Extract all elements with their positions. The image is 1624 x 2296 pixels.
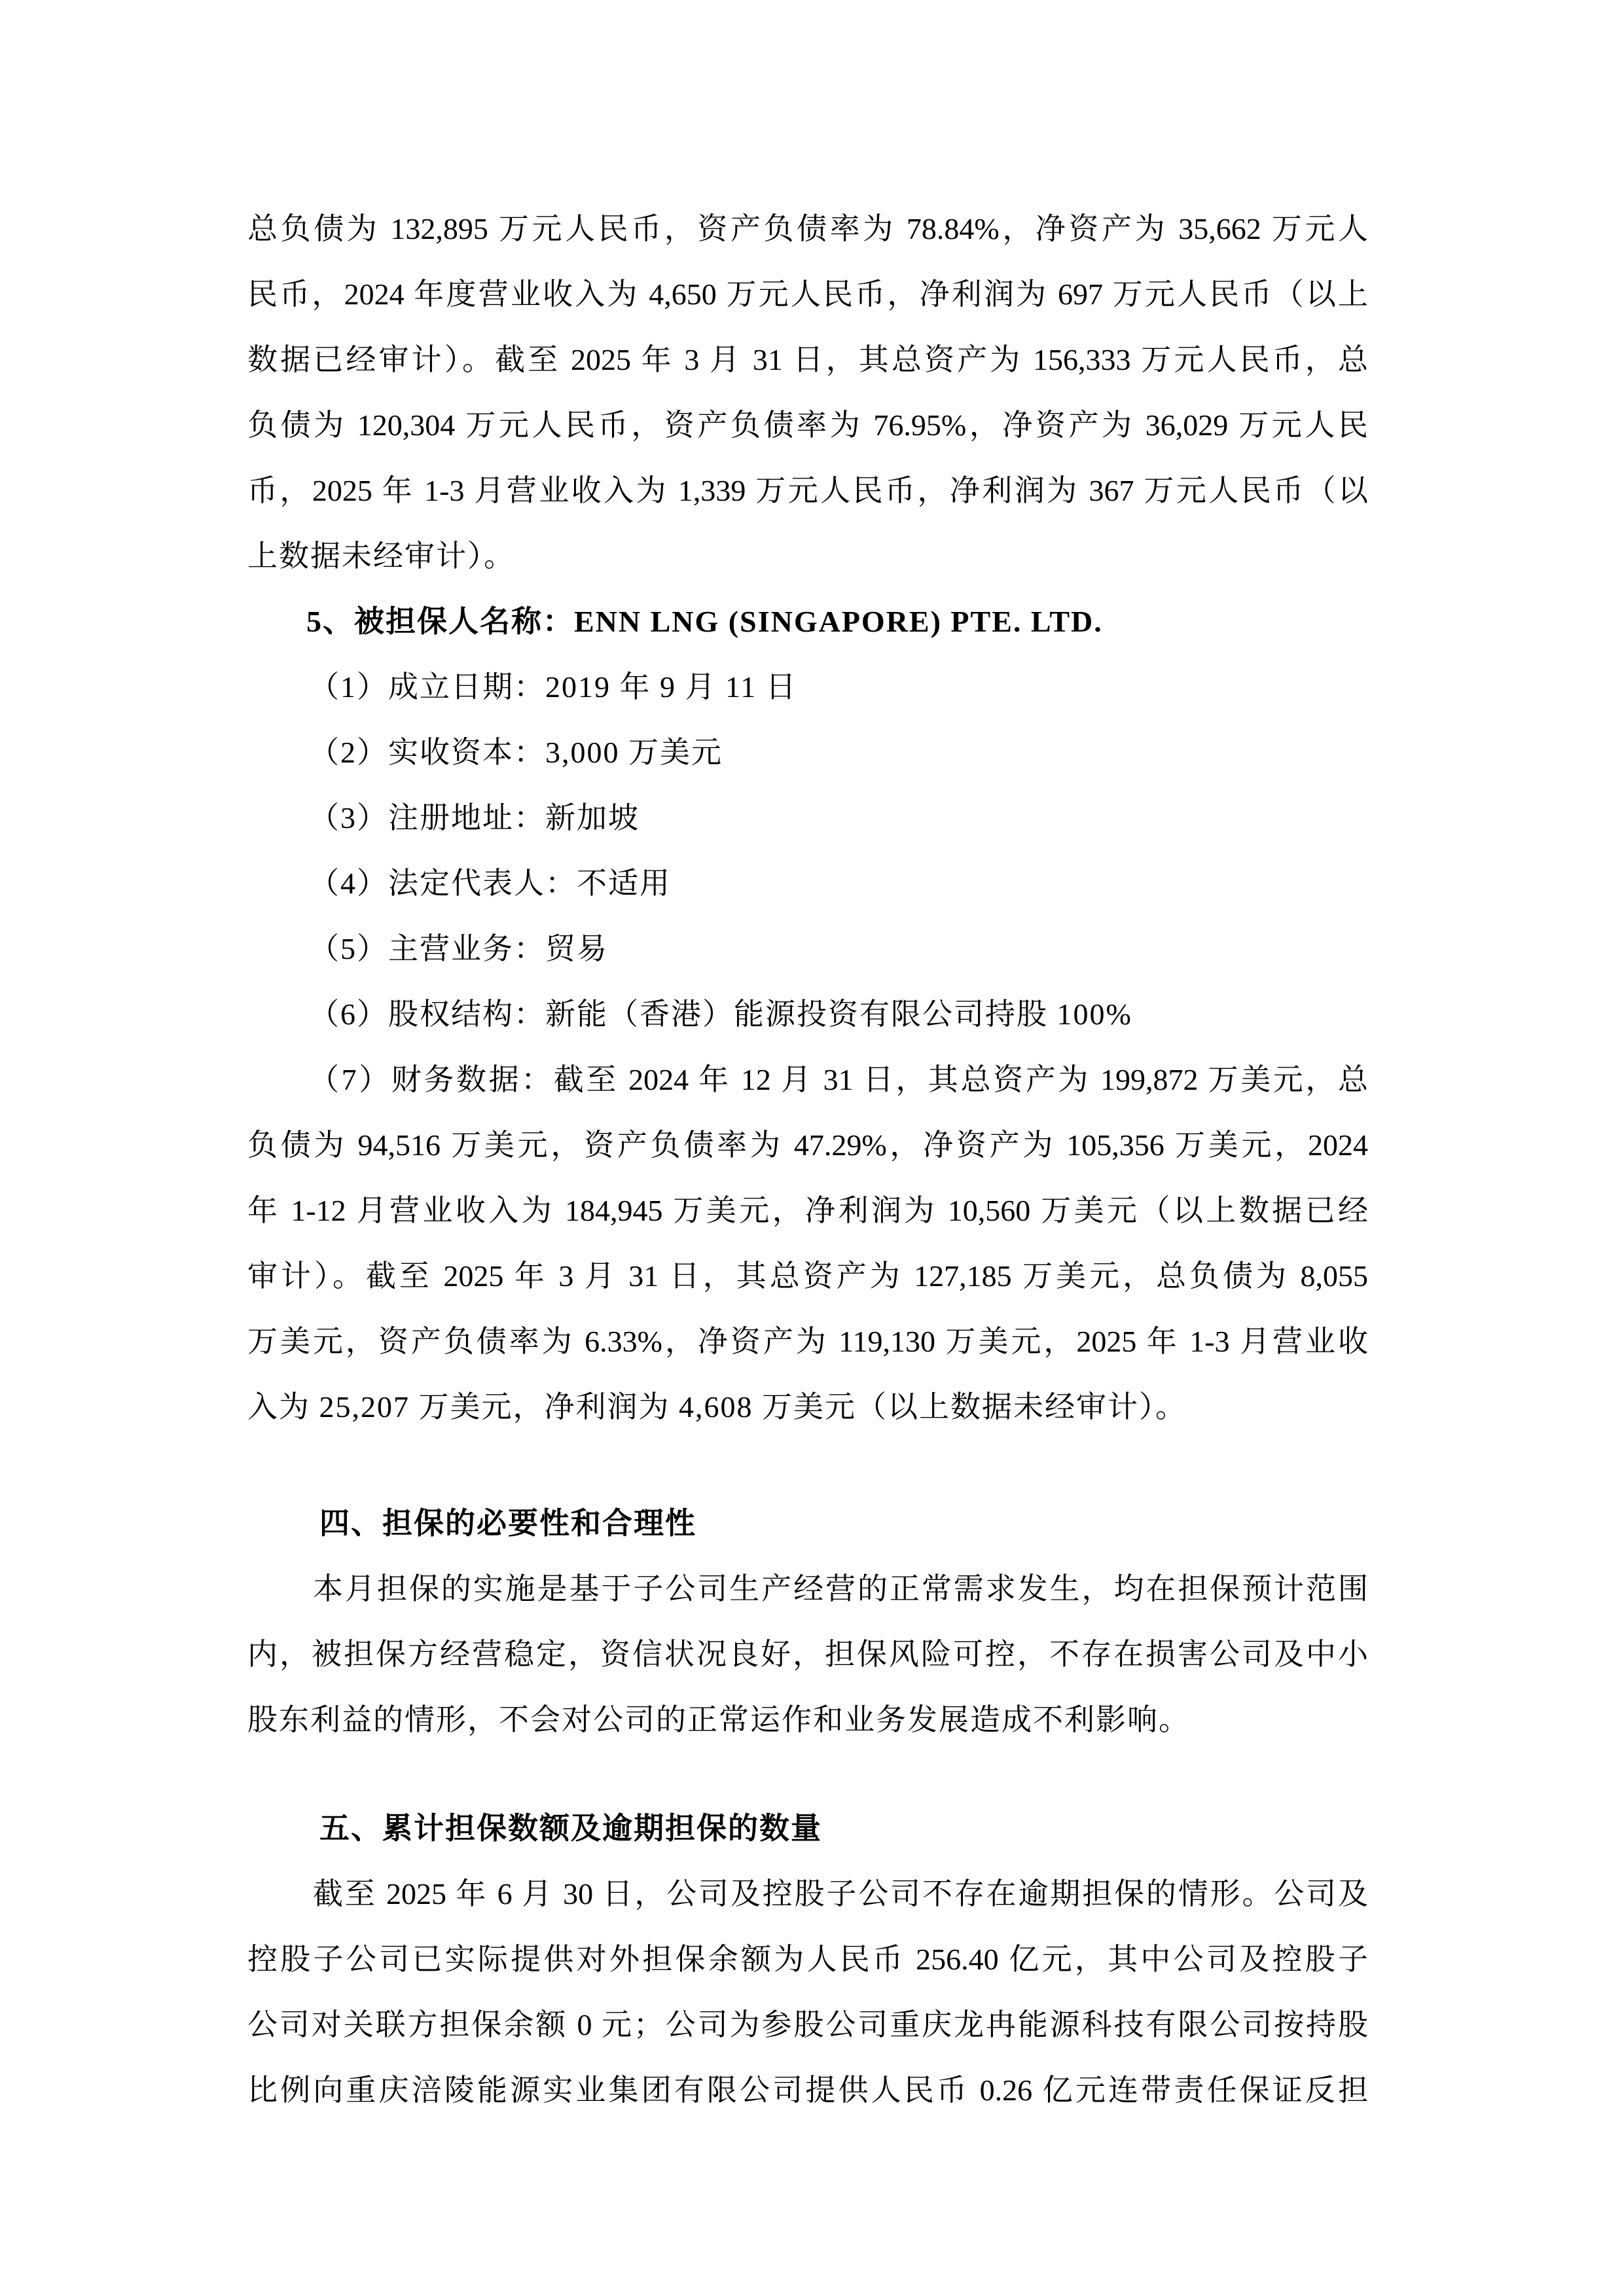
list-item-legal-representative: （4）法定代表人：不适用	[309, 867, 671, 900]
paragraph-line: 本月担保的实施是基于子公司生产经营的正常需求发生，均在担保预计范围	[313, 1572, 1368, 1605]
document-content	[247, 196, 1368, 2123]
paragraph-line: 总负债为 132,895 万元人民币，资产负债率为 78.84%，净资产为 35,662 万元人	[247, 212, 1368, 245]
paragraph-line: 万美元，资产负债率为 6.33%，净资产为 119,130 万美元，2025 年 1-3 月营业收	[247, 1325, 1368, 1358]
section-four-heading: 四、担保的必要性和合理性	[319, 1507, 696, 1540]
paragraph-line: 审计）。截至 2025 年 3 月 31 日，其总资产为 127,185 万美元，总负债为 8,055	[247, 1259, 1368, 1293]
paragraph-line: （7）财务数据：截至 2024 年 12 月 31 日，其总资产为 199,872 万美元，总	[309, 1063, 1368, 1096]
paragraph-line: 股东利益的情形，不会对公司的正常运作和业务发展造成不利影响。	[247, 1703, 1190, 1736]
paragraph-line: 负债为 94,516 万美元，资产负债率为 47.29%，净资产为 105,356 万美元，2024	[247, 1128, 1368, 1162]
list-item-main-business: （5）主营业务：贸易	[309, 932, 608, 965]
paragraph-line: 数据已经审计）。截至 2025 年 3 月 31 日，其总资产为 156,333 万元人民币，总	[247, 343, 1368, 376]
paragraph-line: 入为 25,207 万美元，净利润为 4,608 万美元（以上数据未经审计）。	[247, 1390, 1187, 1424]
paragraph-line: 公司对关联方担保余额 0 元；公司为参股公司重庆龙冉能源科技有限公司按持股	[247, 2008, 1368, 2041]
guaranteed-party-heading: 5、被担保人名称：ENN LNG (SINGAPORE) PTE. LTD.	[306, 605, 1103, 638]
paragraph-line: 控股子公司已实际提供对外担保余额为人民币 256.40 亿元，其中公司及控股子	[247, 1943, 1368, 1976]
section-five-heading: 五、累计担保数额及逾期担保的数量	[319, 1812, 822, 1845]
list-item-registered-address: （3）注册地址：新加坡	[309, 801, 640, 834]
paragraph-line: 民币，2024 年度营业收入为 4,650 万元人民币，净利润为 697 万元人民币（以上	[247, 278, 1368, 311]
paragraph-line: 负债为 120,304 万元人民币，资产负债率为 76.95%，净资产为 36,029 万元人民	[247, 408, 1368, 442]
paragraph-line: 上数据未经审计）。	[247, 539, 515, 573]
list-item-paid-in-capital: （2）实收资本：3,000 万美元	[309, 736, 723, 769]
list-item-equity-structure: （6）股权结构：新能（香港）能源投资有限公司持股 100%	[309, 997, 1132, 1031]
paragraph-line: 币，2025 年 1-3 月营业收入为 1,339 万元人民币，净利润为 367 万元人民币（以	[247, 474, 1368, 507]
list-item-establish-date: （1）成立日期：2019 年 9 月 11 日	[309, 670, 797, 704]
paragraph-line: 截至 2025 年 6 月 30 日，公司及控股子公司不存在逾期担保的情形。公司及	[313, 1877, 1368, 1910]
paragraph-line: 年 1-12 月营业收入为 184,945 万美元，净利润为 10,560 万美元（以上数据已经	[247, 1194, 1368, 1227]
paragraph-line: 内，被担保方经营稳定，资信状况良好，担保风险可控，不存在损害公司及中小	[247, 1638, 1368, 1671]
paragraph-line: 比例向重庆涪陵能源实业集团有限公司提供人民币 0.26 亿元连带责任保证反担	[247, 2073, 1368, 2107]
